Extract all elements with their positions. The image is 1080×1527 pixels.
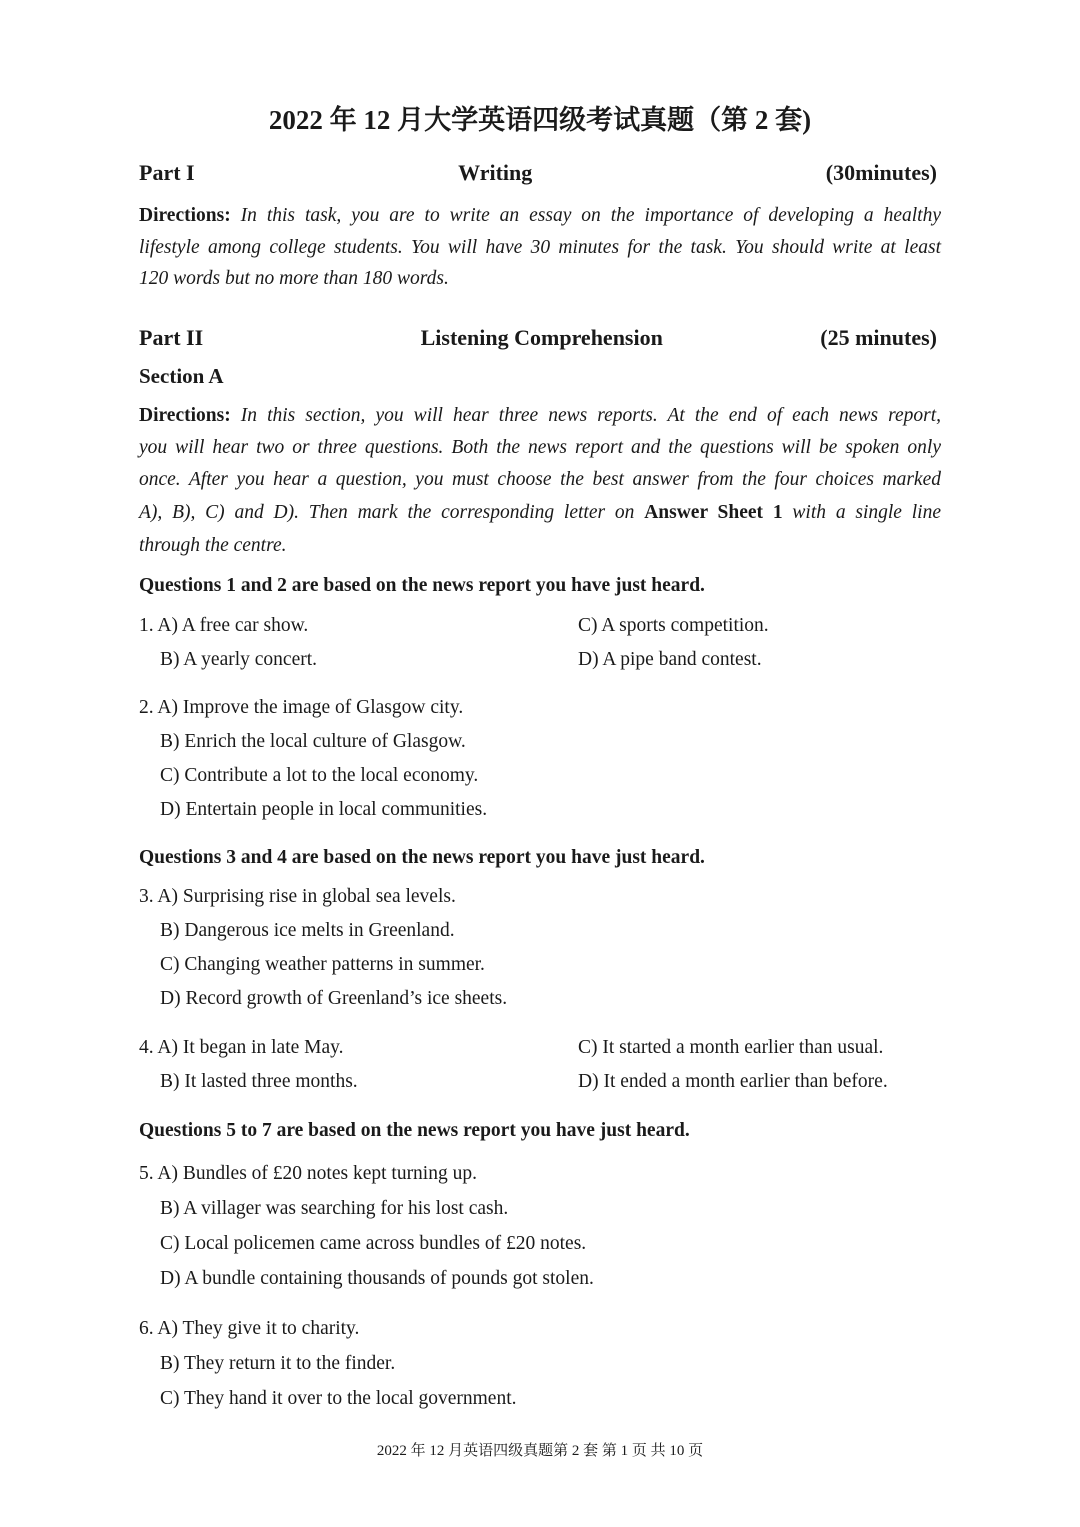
directions-text: A), B), C) and D). Then mark the corresponding letter on	[139, 502, 635, 523]
option-a: 2. A) Improve the image of Glasgow city.	[139, 697, 464, 718]
option-b: B) Enrich the local culture of Glasgow.	[160, 731, 466, 752]
part1-header	[139, 160, 937, 186]
option-c: C) A sports competition.	[578, 615, 769, 636]
answer-sheet-label: Answer Sheet 1	[644, 502, 783, 523]
option-c: C) Local policemen came across bundles of £20 notes.	[160, 1233, 587, 1254]
option-b: B) They return it to the finder.	[160, 1353, 396, 1374]
option-d: D) A pipe band contest.	[578, 649, 762, 670]
directions-text: In this section, you will hear three news reports. At the end of each news report,	[240, 405, 941, 426]
section-heading: Section A	[139, 364, 224, 388]
option-a: 3. A) Surprising rise in global sea levels.	[139, 886, 456, 907]
part2-time: (25 minutes)	[820, 325, 937, 350]
option-b: B) Dangerous ice melts in Greenland.	[160, 920, 455, 941]
option-c: C) Contribute a lot to the local economy.	[160, 765, 479, 786]
page-title: 2022 年 12 月大学英语四级考试真题（第 2 套)	[268, 105, 812, 135]
question-group-heading: Questions 1 and 2 are based on the news report you have just heard.	[139, 575, 705, 596]
option-a: 4. A) It began in late May.	[139, 1037, 344, 1058]
page-footer: 2022 年 12 月英语四级真题第 2 套 第 1 页 共 10 页	[376, 1443, 704, 1459]
directions-text: through the centre.	[139, 535, 287, 556]
option-a: 1. A) A free car show.	[139, 615, 309, 636]
part1-name: Part I	[139, 160, 195, 185]
question-group-heading: Questions 3 and 4 are based on the news report you have just heard.	[139, 847, 705, 868]
option-c: C) They hand it over to the local government.	[160, 1388, 517, 1409]
directions-label: Directions:	[139, 205, 231, 226]
part2-topic: Listening Comprehension	[420, 325, 663, 350]
question-group-heading: Questions 5 to 7 are based on the news report you have just heard.	[139, 1120, 690, 1141]
directions-text: once. After you hear a question, you must choose the best answer from the four choices marked	[139, 469, 941, 490]
option-d: D) A bundle containing thousands of pounds got stolen.	[160, 1268, 594, 1289]
directions-text: you will hear two or three questions. Both the news report and the questions will be spoken only	[139, 437, 941, 458]
directions-text: 120 words but no more than 180 words.	[139, 268, 449, 289]
option-c: C) Changing weather patterns in summer.	[160, 954, 485, 975]
option-d: D) Record growth of Greenland’s ice sheets.	[160, 988, 508, 1009]
option-b: B) A yearly concert.	[160, 649, 318, 670]
option-d: D) Entertain people in local communities.	[160, 799, 488, 820]
directions-text: with a single line	[792, 502, 941, 523]
directions-text: lifestyle among college students. You will have 30 minutes for the task. You should write at least	[139, 237, 941, 258]
part1-time: (30minutes)	[825, 160, 937, 185]
option-d: D) It ended a month earlier than before.	[578, 1071, 888, 1092]
option-c: C) It started a month earlier than usual.	[578, 1037, 884, 1058]
part2-header	[139, 325, 937, 351]
part2-name: Part II	[139, 325, 204, 350]
directions-text: In this task, you are to write an essay on the importance of developing a healthy	[240, 205, 942, 226]
option-a: 5. A) Bundles of £20 notes kept turning up.	[139, 1163, 477, 1184]
option-a: 6. A) They give it to charity.	[139, 1318, 360, 1339]
option-b: B) A villager was searching for his lost cash.	[160, 1198, 509, 1219]
part1-topic: Writing	[458, 160, 533, 185]
directions-label: Directions:	[139, 405, 231, 426]
option-b: B) It lasted three months.	[160, 1071, 358, 1092]
